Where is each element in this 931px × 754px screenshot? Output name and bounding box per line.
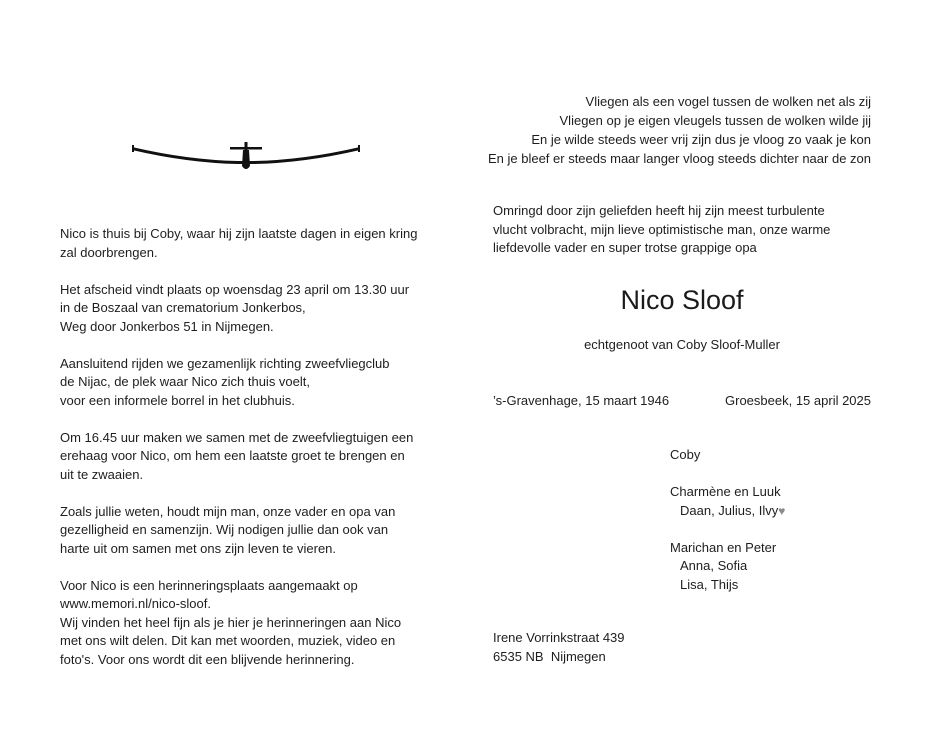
correspondence-address <box>493 629 625 666</box>
announcement-text <box>60 225 440 688</box>
deceased-name: Nico Sloof <box>620 285 744 315</box>
text-line: Nico is thuis bij Coby, waar hij zijn laatste dagen in eigen kring <box>60 226 418 241</box>
poem-line: Vliegen op je eigen vleugels tussen de wolken wilde jij <box>559 113 871 128</box>
family-name: Charmène en Luuk <box>670 484 781 499</box>
address-city: 6535 NB Nijmegen <box>493 648 606 664</box>
paragraph-reception <box>60 355 440 411</box>
text-line: Weg door Jonkerbos 51 in Nijmegen. <box>60 318 274 334</box>
text-line: liefdevolle vader en super trotse grappige opa <box>493 240 757 255</box>
family-name: Coby <box>670 447 701 462</box>
poem-line: En je wilde steeds weer vrij zijn dus je vloog zo vaak je kon <box>531 132 871 147</box>
paragraph-stay <box>60 225 440 262</box>
text-line: erehaag voor Nico, om hem een laatste groet te brengen en <box>60 448 405 463</box>
text-line: Aansluitend rijden we gezamenlijk richting zweefvliegclub <box>60 355 390 371</box>
text-line: Voor Nico is een herinneringsplaats aangemaakt op <box>60 577 358 593</box>
poem-line: En je bleef er steeds maar langer vloog steeds dichter naar de zon <box>487 151 871 166</box>
heart-icon: ♥ <box>778 503 786 518</box>
death-place-date: Groesbeek, 15 april 2025 <box>725 393 871 408</box>
family-group <box>670 483 870 520</box>
family-list <box>670 446 870 613</box>
paragraph-memorial-site <box>60 577 440 670</box>
text-line: uit te zwaaien. <box>60 466 144 482</box>
text-line: voor een informele borrel in het clubhuis. <box>60 392 295 408</box>
grandchildren-names: Lisa, Thijs <box>680 576 739 592</box>
text-line: zal doorbrengen. <box>60 244 158 260</box>
spouse-line: echtgenoot van Coby Sloof-Muller <box>584 337 780 352</box>
memorial-link[interactable]: www.memori.nl/nico-sloof. <box>60 596 211 611</box>
family-spouse <box>670 446 870 465</box>
paragraph-celebration <box>60 503 440 559</box>
text-line: met ons wilt delen. Dit kan met woorden, muziek, video en <box>60 633 396 648</box>
birth-place-date: ’s-Gravenhage, 15 maart 1946 <box>493 393 670 408</box>
grandchildren-names: Daan, Julius, Ilvy <box>680 502 779 518</box>
text-line: harte uit om samen met ons zijn leven te vieren. <box>60 540 337 556</box>
glider-icon <box>128 140 364 176</box>
text-line: Zoals jullie weten, houdt mijn man, onze vader en opa van <box>60 503 396 519</box>
text-line: Om 16.45 uur maken we samen met de zweefvliegtuigen een <box>60 429 414 445</box>
poem-line: Vliegen als een vogel tussen de wolken net als zij <box>585 94 871 109</box>
text-line: in de Boszaal van crematorium Jonkerbos, <box>60 300 306 315</box>
poem <box>451 92 871 168</box>
grandchildren <box>670 502 870 521</box>
text-line: Wij vinden het heel fijn als je hier je herinneringen aan Nico <box>60 614 402 630</box>
text-line: Omringd door zijn geliefden heeft hij zijn meest turbulente <box>493 203 825 218</box>
text-line: de Nijac, de plek waar Nico zich thuis voelt, <box>60 374 311 389</box>
text-line: gezelligheid en samenzijn. Wij nodigen jullie dan ook van <box>60 522 389 537</box>
family-group <box>670 539 870 595</box>
text-line: foto's. Voor ons wordt dit een blijvende herinnering. <box>60 651 355 667</box>
grandchildren-names: Anna, Sofia <box>680 558 748 573</box>
text-line: vlucht volbracht, mijn lieve optimistische man, onze warme <box>493 221 831 237</box>
address-street: Irene Vorrinkstraat 439 <box>493 630 625 645</box>
paragraph-farewell <box>60 281 440 337</box>
family-name: Marichan en Peter <box>670 539 777 555</box>
text-line: Het afscheid vindt plaats op woensdag 23 april om 13.30 uur <box>60 281 410 297</box>
intro-text <box>493 202 883 258</box>
paragraph-honour-guard <box>60 429 440 485</box>
